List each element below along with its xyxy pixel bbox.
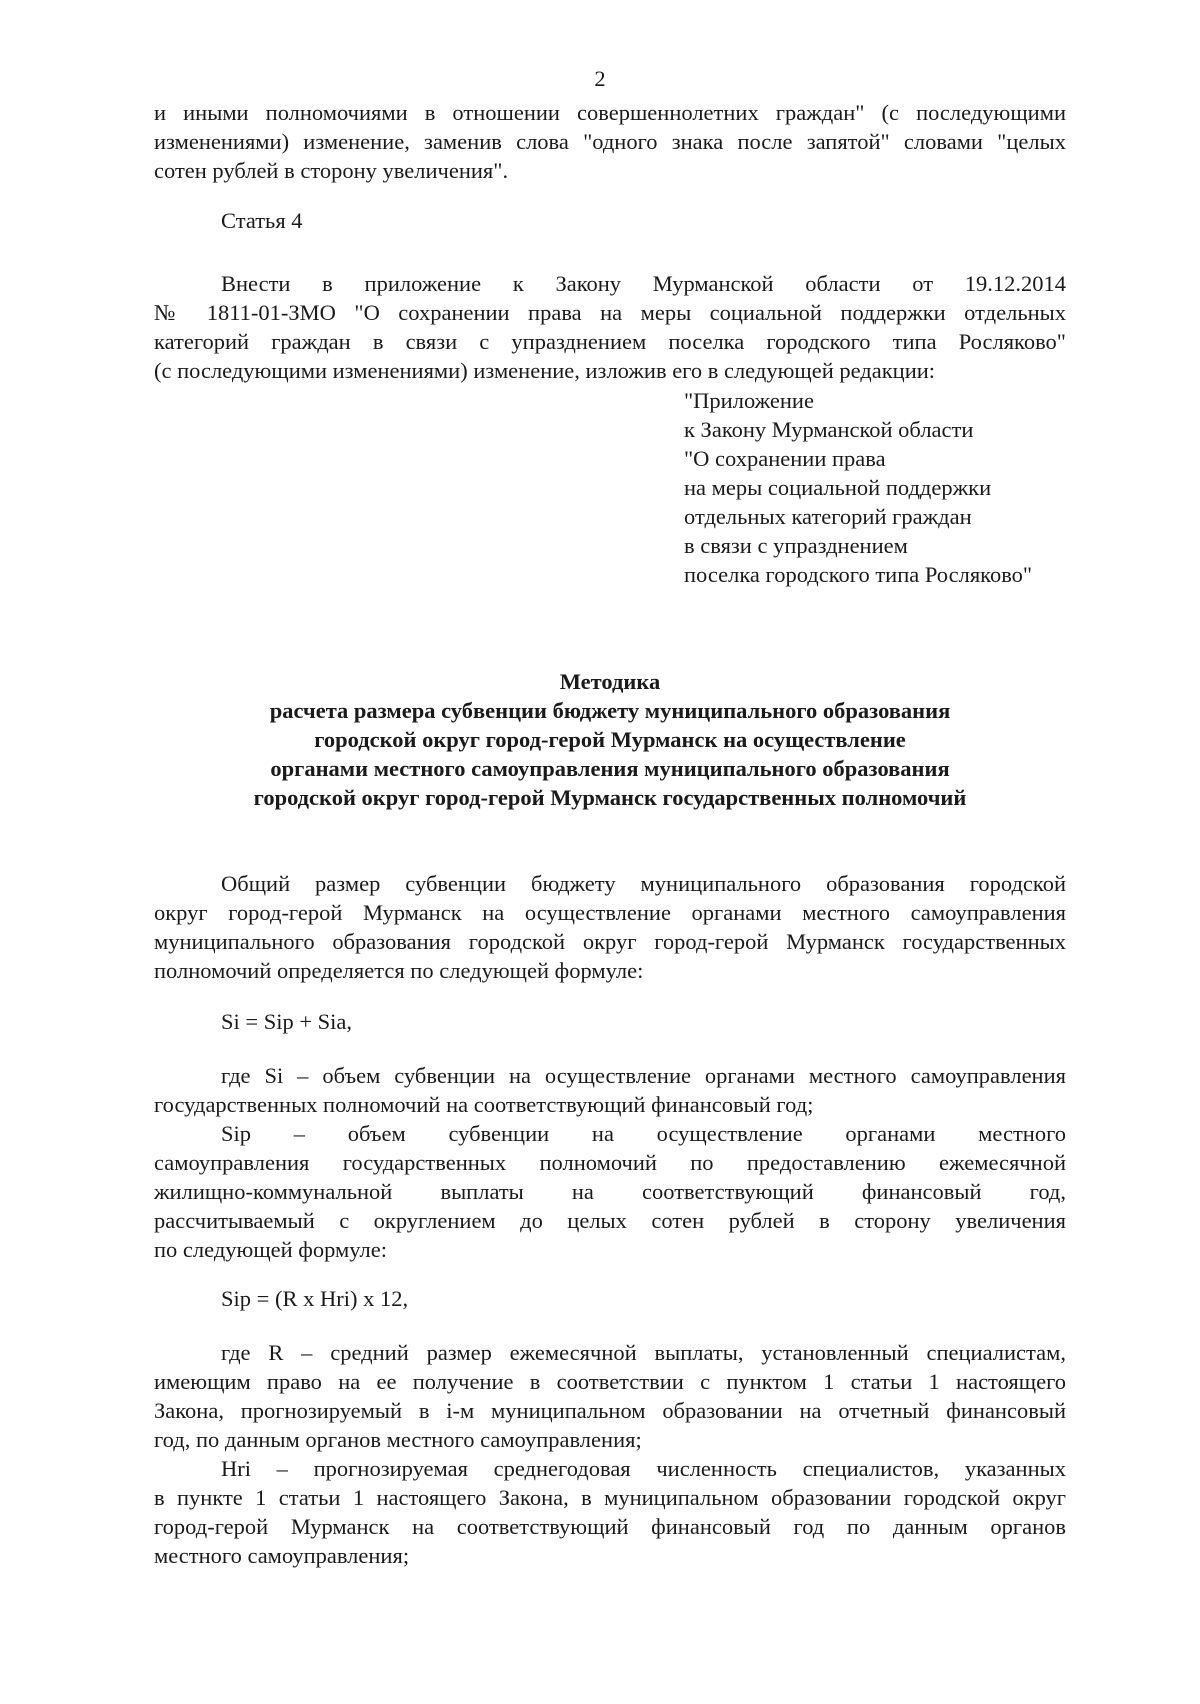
text-line: в пункте 1 статьи 1 настоящего Закона, в муниципальном образовании городской округ <box>154 1485 1066 1510</box>
text-line: поселка городского типа Росляково" <box>684 562 1033 587</box>
text-line: Закона, прогнозируемый в i-м муниципальном образовании на отчетный финансовый <box>154 1398 1066 1423</box>
title-line: расчета размера субвенции бюджету муниципального образования <box>269 698 951 723</box>
text-line: Hri – прогнозируемая среднегодовая численность специалистов, указанных <box>221 1456 1066 1481</box>
text-line: и иными полномочиями в отношении совершеннолетних граждан" (с последующими <box>154 100 1066 125</box>
general-paragraph <box>154 869 1066 985</box>
text-line: в связи с упразднением <box>684 533 908 558</box>
text-line: город-герой Мурманск на соответствующий финансовый год по данным органов <box>154 1514 1066 1539</box>
text-line: категорий граждан в связи с упразднением поселка городского типа Росляково" <box>154 329 1066 354</box>
formula-sip: Sip = (R x Hri) x 12, <box>221 1286 409 1311</box>
text-line: "О сохранении права <box>684 446 886 471</box>
text-line: полномочий определяется по следующей формуле: <box>154 958 644 983</box>
sip-definition <box>154 1119 1066 1264</box>
text-line: № 1811-01-ЗМО "О сохранении права на меры социальной поддержки отдельных <box>154 300 1066 325</box>
text-line: на меры социальной поддержки <box>684 475 992 500</box>
si-definition <box>154 1061 1066 1119</box>
text-line: сотен рублей в сторону увеличения". <box>154 158 509 183</box>
text-line: год, по данным органов местного самоуправления; <box>154 1427 642 1452</box>
text-line: Внести в приложение к Закону Мурманской области от 19.12.2014 <box>221 271 1066 296</box>
text-line: Sip – объем субвенции на осуществление органами местного <box>221 1121 1066 1146</box>
text-line: изменениями) изменение, заменив слова "одного знака после запятой" словами "целых <box>154 129 1066 154</box>
text-line: жилищно-коммунальной выплаты на соответствующий финансовый год, <box>154 1179 1066 1204</box>
text-line: где R – средний размер ежемесячной выплаты, установленный специалистам, <box>221 1340 1066 1365</box>
text-line: отдельных категорий граждан <box>684 504 972 529</box>
text-line: государственных полномочий на соответствующий финансовый год; <box>154 1092 814 1117</box>
methodology-title <box>154 667 1066 812</box>
r-definition <box>154 1338 1066 1454</box>
text-line: самоуправления государственных полномочий по предоставлению ежемесячной <box>154 1150 1066 1175</box>
title-line: органами местного самоуправления муниципального образования <box>270 756 950 781</box>
text-line: по следующей формуле: <box>154 1237 388 1262</box>
text-line: рассчитываемый с округлением до целых сотен рублей в сторону увеличения <box>154 1208 1066 1233</box>
intro-paragraph <box>154 98 1066 185</box>
page-number: 2 <box>594 66 606 91</box>
article-title-text: Статья 4 <box>221 208 303 233</box>
text-line: имеющим право на ее получение в соответствии с пунктом 1 статьи 1 настоящего <box>154 1369 1066 1394</box>
formula-si: Si = Sip + Sia, <box>221 1009 353 1034</box>
text-line: (с последующими изменениями) изменение, изложив его в следующей редакции: <box>154 358 936 383</box>
title-line: городской округ город-герой Мурманск государственных полномочий <box>253 785 967 810</box>
text-line: округ город-герой Мурманск на осуществление органами местного самоуправления <box>154 900 1066 925</box>
text-line: Общий размер субвенции бюджету муниципального образования городской <box>221 871 1066 896</box>
text-line: муниципального образования городской округ город-герой Мурманск государственных <box>154 929 1066 954</box>
hri-definition <box>154 1454 1066 1570</box>
title-line: Методика <box>559 669 661 694</box>
text-line: местного самоуправления; <box>154 1543 410 1568</box>
text-line: где Si – объем субвенции на осуществление органами местного самоуправления <box>221 1063 1066 1088</box>
article-paragraph <box>154 269 1066 385</box>
appendix-header <box>684 386 1104 589</box>
text-line: к Закону Мурманской области <box>684 417 974 442</box>
text-line: "Приложение <box>684 388 814 413</box>
title-line: городской округ город-герой Мурманск на осуществление <box>314 727 906 752</box>
article-title <box>154 206 1066 235</box>
